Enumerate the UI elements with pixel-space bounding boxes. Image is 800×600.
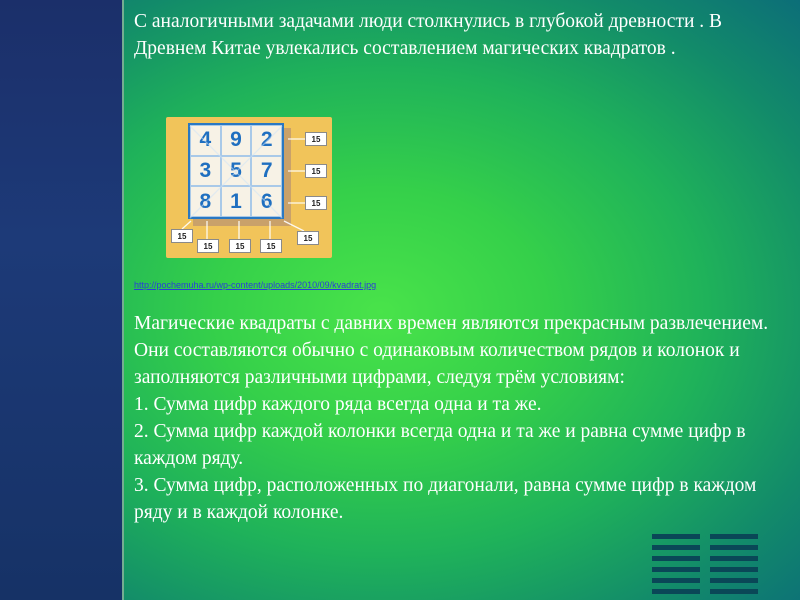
sum-badge: 15	[260, 239, 282, 253]
image-source-link[interactable]: http://pochemuha.ru/wp-content/uploads/2010/09/kvadrat.jpg	[134, 280, 377, 290]
condition-2: 2. Сумма цифр каждой колонки всегда одна и та же и равна сумме цифр в каждом ряду.	[134, 421, 746, 469]
square-cell: 6	[251, 186, 282, 217]
magic-square-image	[166, 117, 332, 258]
square-cell: 9	[221, 125, 252, 156]
body-text	[134, 310, 784, 526]
square-cell: 1	[221, 186, 252, 217]
square-cell: 4	[190, 125, 221, 156]
square-cell: 2	[251, 125, 282, 156]
square-cell: 7	[251, 156, 282, 187]
sum-badge: 15	[229, 239, 251, 253]
sum-badge: 15	[297, 231, 319, 245]
intro-text: С аналогичными задачами люди столкнулись в глубокой древности . В Древнем Китае увлекались составлением магических квадратов .	[134, 11, 723, 59]
sum-badge: 15	[197, 239, 219, 253]
magic-square-grid	[188, 123, 284, 219]
sum-badge: 15	[305, 196, 327, 210]
decorative-bars	[652, 534, 760, 600]
square-cell: 8	[190, 186, 221, 217]
square-cell: 3	[190, 156, 221, 187]
sum-badge: 15	[305, 164, 327, 178]
condition-3: 3. Сумма цифр, расположенных по диагонали, равна сумме цифр в каждом ряду и в каждой колонке.	[134, 475, 757, 523]
body-paragraph: Магические квадраты с давних времен являются прекрасным развлечением. Они составляются обычно с одинаковым количеством рядов и колонок и заполняются различными цифрами, следуя трём условиям:	[134, 313, 769, 388]
left-stripe	[0, 0, 122, 600]
sum-badge: 15	[305, 132, 327, 146]
sum-badge: 15	[171, 229, 193, 243]
square-cell: 5	[221, 156, 252, 187]
condition-1: 1. Сумма цифр каждого ряда всегда одна и та же.	[134, 394, 542, 415]
